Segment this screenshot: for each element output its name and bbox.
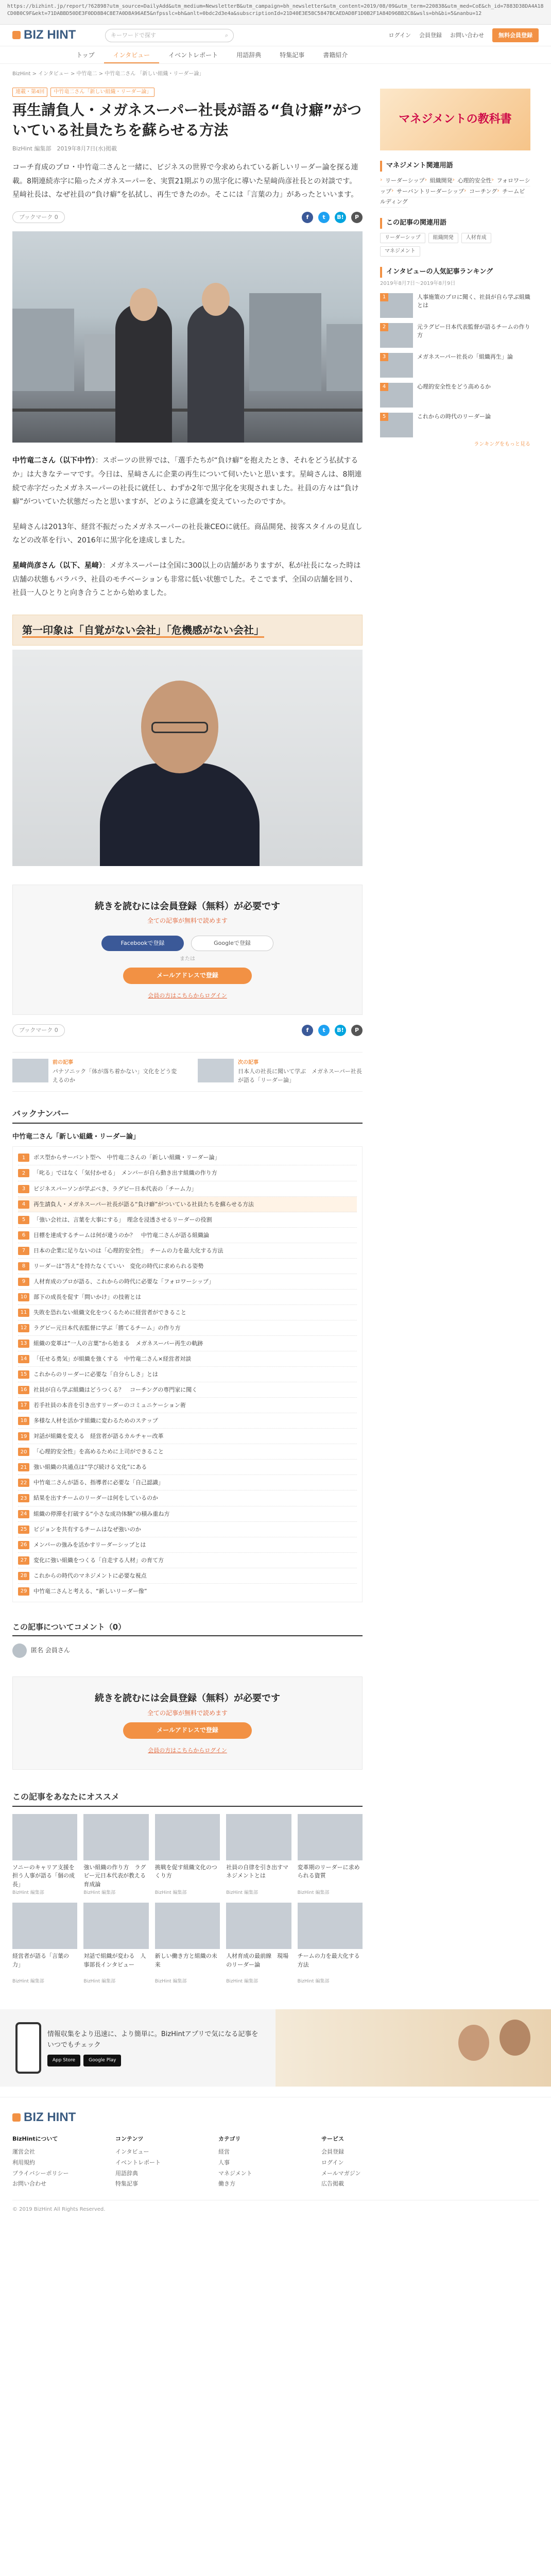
related-term-link[interactable]: › コーチング — [464, 186, 497, 197]
recommend-credit: BizHint 編集部 — [154, 1979, 187, 1985]
backnumber-item[interactable] — [18, 1522, 357, 1537]
backnumber-index: 23 — [18, 1494, 29, 1502]
backnumber-item[interactable] — [18, 1506, 357, 1522]
footer-column-heading: カテゴリ — [218, 2136, 241, 2143]
facebook-signup-button[interactable]: Facebookで登録 — [101, 936, 184, 951]
backnumber-index: 29 — [18, 1587, 29, 1596]
footer-link[interactable]: ログイン — [321, 2159, 344, 2166]
recommend-credit: BizHint 編集部 — [12, 1979, 44, 1985]
footer-link[interactable]: 利用規約 — [12, 2159, 35, 2166]
comments-title: この記事についてコメント（0） — [12, 1621, 363, 1636]
backnumber-series: 中竹竜二さん「新しい組織・リーダー論」 — [12, 1132, 140, 1141]
recommend-thumb — [298, 1814, 363, 1860]
signup-link[interactable]: 会員登録 — [419, 31, 442, 39]
footer-logo[interactable] — [12, 2108, 90, 2127]
backnumber-item[interactable] — [18, 1584, 357, 1599]
bookmark-label: ブックマーク — [19, 213, 53, 221]
related-term-link[interactable]: › サーバントリーダーシップ — [391, 186, 464, 197]
backnumber-item[interactable] — [18, 1351, 357, 1367]
backnumber-item[interactable] — [18, 1444, 357, 1460]
facebook-share-icon[interactable]: f — [302, 1025, 313, 1036]
pocket-share-icon[interactable]: P — [351, 1025, 363, 1036]
backnumber-item[interactable] — [18, 1553, 357, 1568]
section-2: 星﨑さんは2013年、経営不振だったメガネスーパーの社長兼CEOに就任。商品開発、接客スタイルの見直しなどの改革を行い、2016年に黒字化を達成しました。 — [12, 522, 363, 545]
next-title: 日本人の社長に聞いて学ぶ メガネスーパー社長が語る「リーダー論」 — [238, 1067, 362, 1084]
related-term-link[interactable]: › フォロワーシップ — [380, 175, 530, 197]
backnumber-item[interactable] — [18, 1537, 357, 1553]
backnumber-item[interactable] — [18, 1259, 357, 1274]
bottom-bookmark-label: ブックマーク — [19, 1027, 53, 1034]
article-lead: コーチ育成のプロ・中竹竜二さんと一緒に、ビジネスの世界で今求められている新しいリーダー論を探る連載。8期連続赤字に陥ったメガネスーパーを、実質21期ぶりの黒字化に導いた星﨑尚彦社長との対談です。星﨑社長は、なぜ社員の“負け癖”を払拭し、再生できたのか。そこには「言葉の力」があったといいます。 — [12, 163, 358, 199]
ranking-thumb — [380, 323, 413, 348]
ranking — [380, 267, 530, 449]
footer-column — [12, 2134, 90, 2190]
footer-link[interactable]: マネジメント — [218, 2170, 252, 2177]
footer-link[interactable]: 人事 — [218, 2159, 230, 2166]
backnumber-list — [12, 1146, 363, 1602]
backnumber-item-title: これからのリーダーに必要な「自分らしさ」とは — [33, 1371, 158, 1378]
logo-mark-icon — [12, 31, 21, 39]
recommend-card[interactable] — [12, 1814, 77, 1896]
footer-link[interactable]: 経営 — [218, 2148, 230, 2155]
backnumber-index: 16 — [18, 1386, 29, 1394]
backnumber-item[interactable] — [18, 1382, 357, 1398]
app-banner — [0, 2009, 551, 2087]
backnumber-index: 10 — [18, 1293, 29, 1301]
ranking-period: 2019年8月7日～2019年8月9日 — [380, 280, 456, 286]
backnumber-index: 14 — [18, 1355, 29, 1363]
copyright: © 2019 BizHint All Rights Reserved. — [12, 2207, 106, 2213]
comments-title-text: この記事についてコメント — [12, 1622, 105, 1632]
ranking-thumb — [380, 413, 413, 437]
backnumber-item-title: 強い組織の共通点は“学び続ける文化”にある — [33, 1464, 147, 1471]
bottom-bookmark-count: 0 — [54, 1027, 58, 1034]
section-1-text: ：スポーツの世界では、「選手たちが“負け癖”を抱えたとき、それをどう払拭するか」は大きなテーマです。今日は、星﨑さんに企業の再生について伺いたいと思います。星﨑さんは、8期連続で赤字だったメガネスーパーの社長に就任し、わずか2年で黒字化を実現されました。社員の方々は“負け癖”がついていた状態だったと思いますが、どのように意識を変えていったのですか。 — [12, 456, 362, 506]
ranking-item[interactable] — [380, 383, 530, 408]
backnumber-index: 18 — [18, 1417, 29, 1425]
backnumber-item[interactable] — [18, 1460, 357, 1475]
bookmark-button[interactable] — [12, 211, 65, 224]
ranking-number: 1 — [380, 293, 388, 301]
backnumber-index: 19 — [18, 1432, 29, 1440]
hero-photo — [12, 231, 363, 443]
recommend-thumb — [155, 1814, 220, 1860]
global-nav — [0, 46, 551, 64]
backnumber-item[interactable] — [18, 1475, 357, 1490]
twitter-share-icon[interactable]: t — [318, 1025, 330, 1036]
footer-link[interactable]: 特集記事 — [115, 2180, 138, 2188]
ranking-title: インタビューの人気記事ランキング — [380, 267, 530, 278]
footer-link[interactable]: お問い合わせ — [12, 2180, 46, 2188]
nav-event-report[interactable]: イベントレポート — [168, 52, 218, 59]
ranking-number: 5 — [380, 413, 388, 421]
recommend-card[interactable] — [226, 1814, 291, 1896]
prev-label: 前の記事 — [53, 1059, 73, 1065]
next-label: 次の記事 — [238, 1059, 259, 1065]
backnumber-item-title: 社員が自ら学ぶ組織はどうつくる？ コーチングの専門家に聞く — [33, 1386, 198, 1394]
footer-link[interactable]: 広告掲載 — [321, 2180, 344, 2188]
related-term-link[interactable]: › チームビルディング — [380, 186, 525, 208]
ranking-item[interactable] — [380, 293, 530, 318]
gate2-title: 続きを読むには会員登録（無料）が必要です — [95, 1692, 280, 1704]
nav-interview[interactable]: インタビュー — [104, 46, 160, 63]
recommend-title: 社員の自律を引き出すマネジメントとは — [226, 1863, 289, 1879]
gate2-login-link[interactable]: 会員の方はこちらからログイン — [148, 1747, 227, 1754]
ranking-item[interactable] — [380, 413, 530, 437]
recommend-thumb — [83, 1814, 148, 1860]
recommend-thumb — [226, 1814, 291, 1860]
recommend-title: 対話で組織が変わる 人事部長インタビュー — [83, 1953, 146, 1968]
footer-link[interactable]: 会員登録 — [321, 2148, 344, 2155]
ranking-number: 2 — [380, 323, 388, 331]
backnumber-item[interactable] — [18, 1150, 357, 1165]
recommend-thumb — [12, 1814, 77, 1860]
recommend-grid — [12, 1814, 363, 1986]
backnumber-index: 13 — [18, 1340, 29, 1348]
backnumber-item[interactable] — [18, 1490, 357, 1506]
recommend-title: 人材育成の最前線 現場のリーダー論 — [226, 1953, 289, 1968]
twitter-share-icon[interactable]: t — [318, 212, 330, 223]
site-logo[interactable] — [12, 25, 90, 45]
facebook-share-icon[interactable]: f — [302, 212, 313, 223]
ranking-title: 心理的安全性をどう高めるか — [417, 383, 491, 390]
tag-chip[interactable]: 組織開発 — [428, 233, 458, 243]
recommend-thumb — [298, 1903, 363, 1949]
related-terms — [380, 161, 530, 208]
related-terms-title: マネジメント関連用語 — [380, 161, 530, 172]
backnumber-index: 27 — [18, 1556, 29, 1565]
recommend-thumb — [226, 1903, 291, 1949]
article-main — [12, 78, 363, 1986]
footer-link[interactable]: 用語辞典 — [115, 2170, 138, 2177]
related-term-link[interactable]: › 組織開発 — [425, 175, 453, 187]
recommend-credit: BizHint 編集部 — [12, 1890, 44, 1895]
recommend-thumb — [12, 1903, 77, 1949]
recommend-title: チームの力を最大化する方法 — [297, 1953, 360, 1968]
backnumber-item-title: ラグビー元日本代表監督に学ぶ「勝てるチーム」の作り方 — [33, 1324, 181, 1331]
backnumber-item-title: 「任せる勇気」が組織を強くする 中竹竜二さん×経営者対談 — [33, 1355, 192, 1363]
recommend-credit: BizHint 編集部 — [83, 1890, 116, 1895]
backnumber-item[interactable] — [18, 1398, 357, 1413]
logo-text: BIZ HINT — [24, 28, 76, 42]
ranking-item[interactable] — [380, 323, 530, 348]
nav-glossary[interactable]: 用語辞典 — [236, 52, 262, 59]
gate-subtitle: 全ての記事が無料で読めます — [147, 917, 228, 925]
backnumber-item-title: 日本の企業に足りないのは「心理的安全性」 チームの力を最大化する方法 — [33, 1247, 223, 1254]
recommend-credit: BizHint 編集部 — [297, 1979, 330, 1985]
recommend-title: ソニーのキャリア支援を担う人事が語る「個の成長」 — [12, 1863, 75, 1888]
google-play-badge[interactable]: Google Play — [83, 2055, 121, 2066]
browser-url-bar[interactable]: https://bizhint.jp/report/?62898?utm_source=DailyAdd&utm_medium=NewsletterB&utm_campaign=bh_newsletter&utm_content=2019/08/09&utm_term=220838&utm_med=CoE&ch_id=7883D38DA4A18CD0B0C9F&ekt=71DABBD50DE3F0DD8B4C8E7A0D8A96AE5&nfpsslc=bh&anlt=0bdc2d3e4a&subscriptionId=21D40E3E58C5847BCAEDAD8F1D0B2F1A84D96BB2C8&wsls=bh&bi=5&nanbu=12 — [0, 0, 551, 25]
backnumber-item-title: 再生請負人・メガネスーパー社長が語る“負け癖”がついている社員たちを蘇らせる方法 — [33, 1200, 254, 1208]
backnumber-item[interactable] — [18, 1290, 357, 1305]
backnumber-item[interactable] — [18, 1165, 357, 1181]
article-tags-title: この記事の関連用語 — [380, 218, 530, 229]
footer-column-heading: サービス — [321, 2136, 344, 2143]
recommend-card[interactable] — [12, 1903, 77, 1985]
recommend-thumb — [83, 1903, 148, 1949]
recommend-card[interactable] — [226, 1903, 291, 1985]
recommend-title: この記事をあなたにオススメ — [12, 1790, 363, 1807]
backnumber-item-title: これからの時代のマネジメントに必要な視点 — [33, 1572, 147, 1579]
bottom-share-bar — [12, 1024, 363, 1037]
related-term-link[interactable]: › リーダーシップ — [380, 175, 425, 187]
recommend-credit: BizHint 編集部 — [154, 1890, 187, 1895]
sidebar — [380, 78, 530, 1986]
recommend-card[interactable] — [83, 1903, 148, 1985]
article-meta: BizHint 編集部 2019年8月7日(水)掲載 — [12, 145, 117, 152]
interview-photo — [12, 650, 363, 866]
recommend-card[interactable] — [298, 1903, 363, 1985]
gate2-subtitle: 全ての記事が無料で読めます — [147, 1709, 228, 1717]
recommend-title: 挑戦を促す組織文化のつくり方 — [154, 1863, 217, 1879]
backnumber-item[interactable] — [18, 1181, 357, 1197]
speaker-hoshizaki: 星﨑尚彦さん（以下、星﨑） — [12, 561, 102, 570]
comment-input-row[interactable] — [12, 1643, 363, 1658]
footer-column — [218, 2134, 296, 2190]
recommend-title: 新しい働き方と組織の未来 — [154, 1953, 217, 1968]
tag-chip[interactable]: リーダーシップ — [380, 233, 425, 243]
backnumber-item-title: ビジョンを共有するチームはなぜ強いのか — [33, 1526, 141, 1533]
backnumber-title: バックナンバー — [12, 1107, 363, 1124]
related-term-link[interactable]: › 心理的安全性 — [453, 175, 492, 187]
series-name-tag[interactable]: 中竹竜二さん「新しい組織・リーダー論」 — [50, 88, 154, 97]
gate-login-link[interactable]: 会員の方はこちらからログイン — [148, 992, 227, 999]
recommend-card[interactable] — [83, 1814, 148, 1896]
backnumber-item-title: リーダーは“答え”を持たなくていい 変化の時代に求められる姿勢 — [33, 1262, 204, 1269]
backnumber-item-title: 組織の変革は“一人の言葉”から始まる メガネスーパー再生の軌跡 — [33, 1340, 203, 1347]
recommend-card[interactable] — [298, 1814, 363, 1896]
pull-quote — [12, 615, 363, 646]
login-link[interactable]: ログイン — [388, 31, 411, 39]
backnumber-index: 1 — [18, 1154, 29, 1162]
backnumber-item-title: 人材育成のプロが語る、これからの時代に必要な「フォロワーシップ」 — [33, 1278, 215, 1285]
ranking-title: 人事施策のプロに聞く、社員が自ら学ぶ組織とは — [417, 293, 530, 309]
sidebar-ad-banner[interactable]: マネジメントの教科書 — [380, 89, 530, 150]
speaker-nakatake: 中竹竜二さん（以下中竹） — [12, 456, 95, 465]
nav-books[interactable]: 書籍紹介 — [323, 52, 348, 59]
recommend-title: 経営者が語る「言葉の力」 — [12, 1953, 69, 1968]
article-title: 再生請負人・メガネスーパー社長が語る“負け癖”がついている社員たちを蘇らせる方法 — [12, 101, 362, 139]
ranking-title: 元ラグビー日本代表監督が語るチームの作り方 — [417, 323, 530, 339]
backnumber-index: 11 — [18, 1309, 29, 1317]
footer-column — [115, 2134, 193, 2190]
footer-link[interactable]: プライバシーポリシー — [12, 2170, 69, 2177]
backnumber-item-title: 中竹竜二さんと考える、“新しいリーダー像” — [33, 1587, 147, 1595]
backnumber-index: 6 — [18, 1231, 29, 1240]
backnumber-item-title: 「強い会社は、言葉を大事にする」 理念を浸透させるリーダーの役割 — [33, 1216, 212, 1223]
footer-link[interactable]: イベントレポート — [115, 2159, 161, 2166]
signup-gate — [12, 885, 363, 1015]
contact-link[interactable]: お問い合わせ — [450, 31, 484, 39]
search-placeholder: キーワードで探す — [111, 31, 156, 39]
footer-column-heading: BizHintについて — [12, 2136, 58, 2143]
google-signup-button[interactable]: Googleで登録 — [191, 936, 273, 951]
ranking-thumb — [380, 293, 413, 318]
backnumber-index: 17 — [18, 1401, 29, 1410]
prev-title: パナソニック「体が落ち着かない」文化をどう変えるのか — [53, 1067, 177, 1084]
backnumber-item-title: ビジネスパーソンが学ぶべき、ラグビー日本代表の「チーム力」 — [33, 1185, 197, 1192]
backnumber-index: 15 — [18, 1370, 29, 1379]
breadcrumb[interactable]: BizHint > インタビュー > 中竹竜二 > 中竹竜二さん 「新しい組織・リーダー論」 — [12, 71, 204, 77]
backnumber-item-title: 結果を出すチームのリーダーは何をしているのか — [33, 1495, 158, 1502]
hatena-share-icon[interactable]: B! — [335, 1025, 346, 1036]
backnumber-item-title: 組織の停滞を打破する“小さな成功体験”の積み重ね方 — [33, 1510, 170, 1517]
footer-logo-text: BIZ HINT — [24, 2110, 76, 2124]
backnumber-item[interactable] — [18, 1320, 357, 1336]
backnumber-index: 26 — [18, 1541, 29, 1549]
backnumber-index: 21 — [18, 1463, 29, 1471]
backnumber-item[interactable] — [18, 1336, 357, 1351]
backnumber-item-title: 中竹竜二さんが語る、指導者に必要な「自己認識」 — [33, 1479, 164, 1486]
recommend-credit: BizHint 編集部 — [83, 1979, 116, 1985]
email-signup-button-2[interactable]: メールアドレスで登録 — [123, 1722, 252, 1739]
footer-link[interactable]: インタビュー — [115, 2148, 149, 2155]
recommend-title: 変革期のリーダーに求められる資質 — [297, 1863, 360, 1879]
backnumber-item[interactable] — [18, 1568, 357, 1584]
backnumber-item-title: 変化に強い組織をつくる「自走する人材」の育て方 — [33, 1556, 164, 1564]
email-signup-button[interactable]: メールアドレスで登録 — [123, 968, 252, 984]
backnumber-index: 3 — [18, 1185, 29, 1193]
next-article-link[interactable] — [198, 1059, 363, 1085]
backnumber-item-title: 「叱る」ではなく「気付かせる」 メンバーが自ら動き出す組織の作り方 — [33, 1170, 217, 1177]
avatar — [12, 1643, 27, 1658]
search-icon: ⌕ — [225, 31, 228, 39]
prev-article-link[interactable] — [12, 1059, 177, 1085]
next-thumb — [198, 1059, 234, 1082]
footer-column — [321, 2134, 399, 2190]
bookmark-count: 0 — [54, 213, 58, 221]
gate-or: または — [180, 956, 195, 962]
backnumber-item[interactable] — [18, 1212, 357, 1228]
backnumber-item[interactable] — [18, 1197, 357, 1212]
backnumber-item[interactable] — [18, 1429, 357, 1444]
backnumber-item[interactable] — [18, 1243, 357, 1259]
bottom-bookmark-button[interactable] — [12, 1024, 65, 1037]
ranking-thumb — [380, 383, 413, 408]
backnumber-index: 12 — [18, 1324, 29, 1332]
backnumber-item-title: ボス型からサーバント型へ 中竹竜二さんの「新しい組織・リーダー論」 — [33, 1154, 220, 1161]
recommend-card[interactable] — [155, 1814, 220, 1896]
backnumber-item-title: 「心理的安全性」を高めるために上司ができること — [33, 1448, 164, 1455]
section-1 — [12, 454, 363, 509]
backnumber-item-title: 目標を達成するチームは何が違うのか？ 中竹竜二さんが語る組織論 — [33, 1231, 209, 1239]
backnumber-index: 25 — [18, 1526, 29, 1534]
footer-column-heading: コンテンツ — [115, 2136, 144, 2143]
backnumber-item[interactable] — [18, 1274, 357, 1290]
backnumber-item[interactable] — [18, 1367, 357, 1382]
backnumber-index: 20 — [18, 1448, 29, 1456]
article-pager — [12, 1052, 363, 1092]
footer-link[interactable]: 働き方 — [218, 2180, 235, 2188]
recommend-title: 強い組織の作り方 ラグビー元日本代表が教える育成論 — [83, 1863, 146, 1888]
backnumber-index: 4 — [18, 1200, 29, 1209]
ranking-number: 4 — [380, 383, 388, 391]
backnumber-index: 24 — [18, 1510, 29, 1518]
backnumber-index: 8 — [18, 1262, 29, 1270]
gate-title: 続きを読むには会員登録（無料）が必要です — [95, 901, 280, 912]
backnumber-index: 2 — [18, 1169, 29, 1177]
share-bar — [12, 211, 363, 224]
backnumber-index: 5 — [18, 1216, 29, 1224]
ranking-thumb — [380, 353, 413, 378]
ranking-title: これからの時代のリーダー論 — [417, 413, 491, 420]
backnumber-index: 7 — [18, 1247, 29, 1255]
logo-mark-icon — [12, 2113, 21, 2122]
footer-link[interactable]: 運営会社 — [12, 2148, 35, 2155]
signup-gate-2 — [12, 1676, 363, 1770]
section-3-text: ：メガネスーパーは全国に300以上の店舗がありますが、私が社長になった時は店舗の状態もバラバラ、社員のモチベーションも非常に低い状態でした。そこでまず、全国の店舗を回り、社員一人ひとりと向き合うことから始めました。 — [12, 561, 361, 598]
search-input[interactable] — [105, 29, 234, 42]
ranking-number: 3 — [380, 353, 388, 361]
article-tags — [380, 218, 530, 257]
nav-top[interactable]: トップ — [76, 52, 95, 59]
backnumber-index: 9 — [18, 1278, 29, 1286]
ranking-title: メガネスーパー社長の「組織再生」論 — [417, 353, 513, 360]
backnumber-index: 22 — [18, 1479, 29, 1487]
nav-feature[interactable]: 特集記事 — [280, 52, 305, 59]
backnumber-item-title: 若手社員の本音を引き出すリーダーのコミュニケーション術 — [33, 1402, 186, 1409]
comments-count: 0 — [112, 1622, 118, 1632]
free-signup-button[interactable]: 無料会員登録 — [492, 28, 539, 43]
hatena-share-icon[interactable]: B! — [335, 212, 346, 223]
recommend-card[interactable] — [155, 1903, 220, 1985]
pull-quote-text: 第一印象は「自覚がない会社」「危機感がない会社」 — [22, 624, 264, 638]
section-3 — [12, 559, 363, 600]
backnumber-item[interactable] — [18, 1413, 357, 1429]
comment-user: 匿名 会員さん — [31, 1647, 70, 1654]
backnumber-item-title: 対話が組織を変える 経営者が語るカルチャー改革 — [33, 1433, 164, 1440]
backnumber-item[interactable] — [18, 1228, 357, 1243]
series-tag[interactable]: 連載・第4回 — [12, 88, 47, 97]
recommend-credit: BizHint 編集部 — [226, 1890, 258, 1895]
backnumber-item-title: 部下の成長を促す「問いかけ」の技術とは — [33, 1293, 141, 1300]
backnumber-item-title: 多様な人材を活かす組織に変わるためのステップ — [33, 1417, 158, 1425]
header-links — [389, 28, 539, 43]
tag-chip[interactable]: マネジメント — [380, 246, 420, 257]
recommend-credit: BizHint 編集部 — [297, 1890, 330, 1895]
recommend-credit: BizHint 編集部 — [226, 1979, 258, 1985]
app-banner-copy: 情報収集をより迅速に、より簡単に。BizHintアプリで気になる記事をいつでもチェック — [47, 2030, 259, 2049]
footer-link[interactable]: メールマガジン — [321, 2170, 361, 2177]
site-footer — [0, 2097, 551, 2225]
app-store-badge[interactable]: App Store — [47, 2055, 80, 2066]
backnumber-item-title: メンバーの強みを活かすリーダーシップとは — [33, 1541, 146, 1548]
pocket-share-icon[interactable]: P — [351, 212, 363, 223]
backnumber-index: 28 — [18, 1572, 29, 1580]
tag-chip[interactable]: 人材育成 — [461, 233, 491, 243]
prev-thumb — [12, 1059, 48, 1082]
backnumber-item[interactable] — [18, 1305, 357, 1320]
site-header — [0, 25, 551, 46]
recommend-thumb — [155, 1903, 220, 1949]
backnumber-item-title: 失敗を恐れない組織文化をつくるために経営者ができること — [33, 1309, 186, 1316]
ranking-more-link[interactable]: ランキングをもっと見る — [474, 441, 530, 447]
app-banner-photo — [276, 2009, 551, 2087]
ranking-item[interactable] — [380, 353, 530, 378]
phone-illustration — [15, 2022, 41, 2074]
